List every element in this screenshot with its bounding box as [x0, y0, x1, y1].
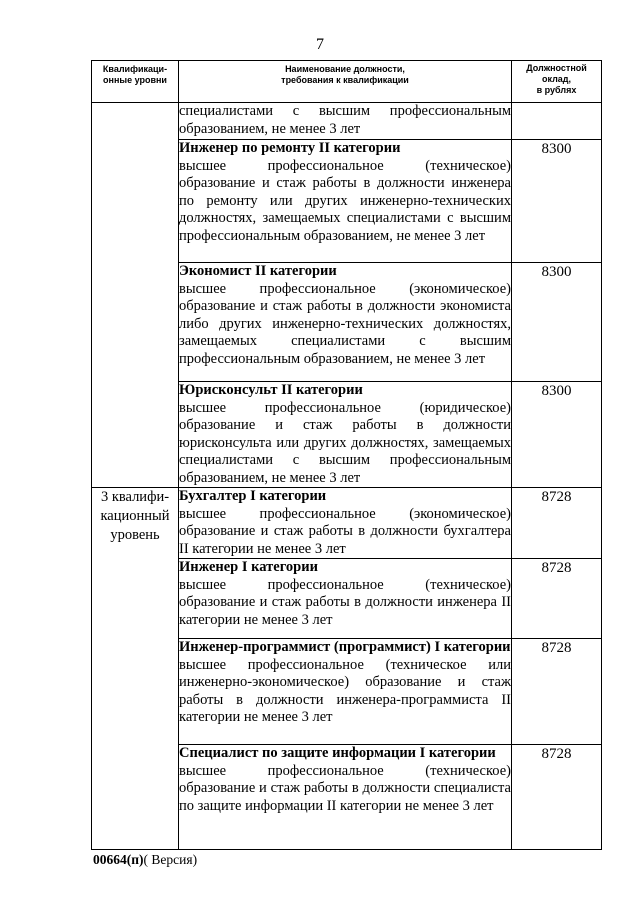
position-cell	[179, 639, 512, 745]
position-cell	[179, 559, 512, 639]
table-row	[92, 103, 602, 140]
position-requirements: высшее профессиональное (техническое или инженерно-экономическое) образование и стаж работы в должности инженера-программиста II категории не менее 3 лет	[179, 656, 511, 725]
header-salary: Должностной оклад, в рублях	[512, 61, 602, 103]
position-title: Инженер I категории	[179, 559, 318, 575]
salary-value: 8300	[512, 140, 602, 263]
position-requirements: высшее профессиональное (техническое) образование и стаж работы в должности специалиста по защите информации II категории не менее 3 лет	[179, 762, 511, 814]
document-code: 00664(п)	[93, 852, 144, 867]
level-cell-empty	[92, 103, 179, 488]
position-requirements: высшее профессиональное (техническое) образование и стаж работы в должности инженера по ремонту или других инженерно-технических должностях, замещаемых специалистами с высшим профессиональным образованием, не менее 3 лет	[179, 157, 511, 244]
position-title: Экономист II категории	[179, 263, 337, 279]
page-number: 7	[316, 36, 324, 53]
salary-value: 8300	[512, 382, 602, 488]
qualification-table	[91, 60, 602, 850]
salary-value: 8728	[512, 488, 602, 559]
position-requirements: высшее профессиональное (техническое) образование и стаж работы в должности инженера II категории не менее 3 лет	[179, 576, 511, 628]
position-title: Юрисконсульт II категории	[179, 382, 363, 398]
header-level: Квалификаци- онные уровни	[92, 61, 179, 103]
document-footer	[93, 852, 197, 868]
position-requirements: высшее профессиональное (юридическое) образование и стаж работы в должности юрисконсульта или других должностях, замещаемых специалистами с высшим профессиональным образованием, не менее 3 лет	[179, 399, 511, 486]
position-title: Специалист по защите информации I категории	[179, 745, 496, 761]
salary-value: 8728	[512, 559, 602, 639]
salary-value: 8300	[512, 263, 602, 382]
salary-value: 8728	[512, 639, 602, 745]
salary-value: 8728	[512, 745, 602, 850]
table-row	[92, 488, 602, 559]
position-cell	[179, 103, 512, 140]
position-title: Инженер по ремонту II категории	[179, 140, 401, 156]
position-title: Инженер-программист (программист) I категории	[179, 639, 511, 655]
position-requirements: высшее профессиональное (экономическое) образование и стаж работы в должности экономиста либо других инженерно-технических должностях, замещаемых специалистами с высшим профессиональным образованием, не менее 3 лет	[179, 280, 511, 367]
position-cell	[179, 745, 512, 850]
continued-text: специалистами с высшим профессиональным образованием, не менее 3 лет	[179, 103, 511, 137]
header-position: Наименование должности, требования к квалификации	[179, 61, 512, 103]
salary-cell-empty	[512, 103, 602, 140]
document-version: ( Версия)	[143, 852, 198, 867]
position-cell	[179, 488, 512, 559]
qualification-level: 3 квалифи- кационный уровень	[92, 488, 179, 850]
position-requirements: высшее профессиональное (экономическое) образование и стаж работы в должности бухгалтера II категории не менее 3 лет	[179, 505, 511, 557]
position-cell	[179, 382, 512, 488]
position-title: Бухгалтер I категории	[179, 488, 327, 504]
position-cell	[179, 263, 512, 382]
position-cell	[179, 140, 512, 263]
table-header-row	[92, 61, 602, 103]
